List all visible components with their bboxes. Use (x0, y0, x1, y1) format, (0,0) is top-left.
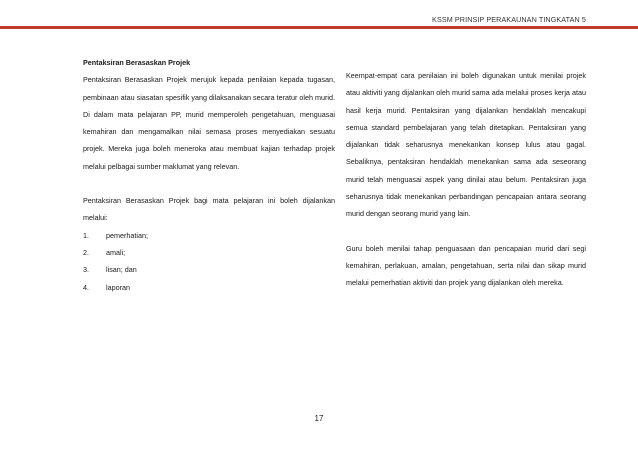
left-column (83, 54, 335, 296)
list-item-number: 4. (83, 282, 89, 292)
right-column (346, 67, 586, 292)
header-title: KSSM PRINSIP PERAKAUNAN TINGKATAN 5 (432, 15, 586, 24)
list-item-number: 2. (83, 247, 89, 257)
page-number: 17 (314, 414, 324, 423)
list-item-text: amali; (106, 247, 126, 257)
methods-intro-paragraph: Pentaksiran Berasaskan Projek bagi mata pelajaran ini boleh dijalankan melalui: (83, 196, 335, 223)
assessment-paragraph: Keempat-empat cara penilaian ini boleh digunakan untuk menilai projek atau aktiviti yang dijalankan oleh murid sama ada melalui proses kerja atau hasil kerja murid. Pentaksiran yang dijalankan hendaklah mencakupi semua standard pembelajaran yang telah ditetapkan. Pentaksiran yang dijalankan tidak seharusnya menekankan konsep lulus atau gagal. Sebaliknya, pentaksiran hendaklah menekankan sama ada seseorang murid telah menguasai aspek yang dinilai atau belum. Pentaksiran juga seharusnya tidak menekankan perbandingan pencapaian antara seorang murid dengan seorang murid yang lain. (346, 71, 586, 219)
list-item (83, 261, 335, 278)
list-item-text: pemerhatian; (106, 230, 148, 240)
paragraph-gap (346, 223, 586, 240)
intro-paragraph: Pentaksiran Berasaskan Projek merujuk kepada penilaian kepada tugasan, pembinaan atau siasatan spesifik yang dilaksanakan secara teratur oleh murid. Di dalam mata pelajaran PP, murid memperoleh pengetahuan, menguasai kemahiran dan mengamalkan nilai semasa proses menyediakan sesuatu projek. Mereka juga boleh meneroka atau membuat kajian terhadap projek melalui pelbagai sumber maklumat yang relevan. (83, 75, 335, 171)
methods-list (83, 227, 335, 296)
list-item-text: lisan; dan (106, 265, 137, 275)
paragraph-gap (83, 175, 335, 192)
list-item-number: 1. (83, 230, 89, 240)
list-item-text: laporan (106, 282, 130, 292)
teacher-paragraph: Guru boleh menilai tahap penguasaan dan pencapaian murid dari segi kemahiran, perlakuan, amalan, pengetahuan, serta nilai dan sikap murid melalui pemerhatian aktiviti dan projek yang dijalankan oleh mereka. (346, 243, 586, 288)
section-heading: Pentaksiran Berasaskan Projek (83, 58, 191, 67)
list-item-number: 3. (83, 265, 89, 275)
list-item (83, 227, 335, 244)
list-item (83, 279, 335, 296)
header-rule (0, 26, 638, 29)
list-item (83, 244, 335, 261)
